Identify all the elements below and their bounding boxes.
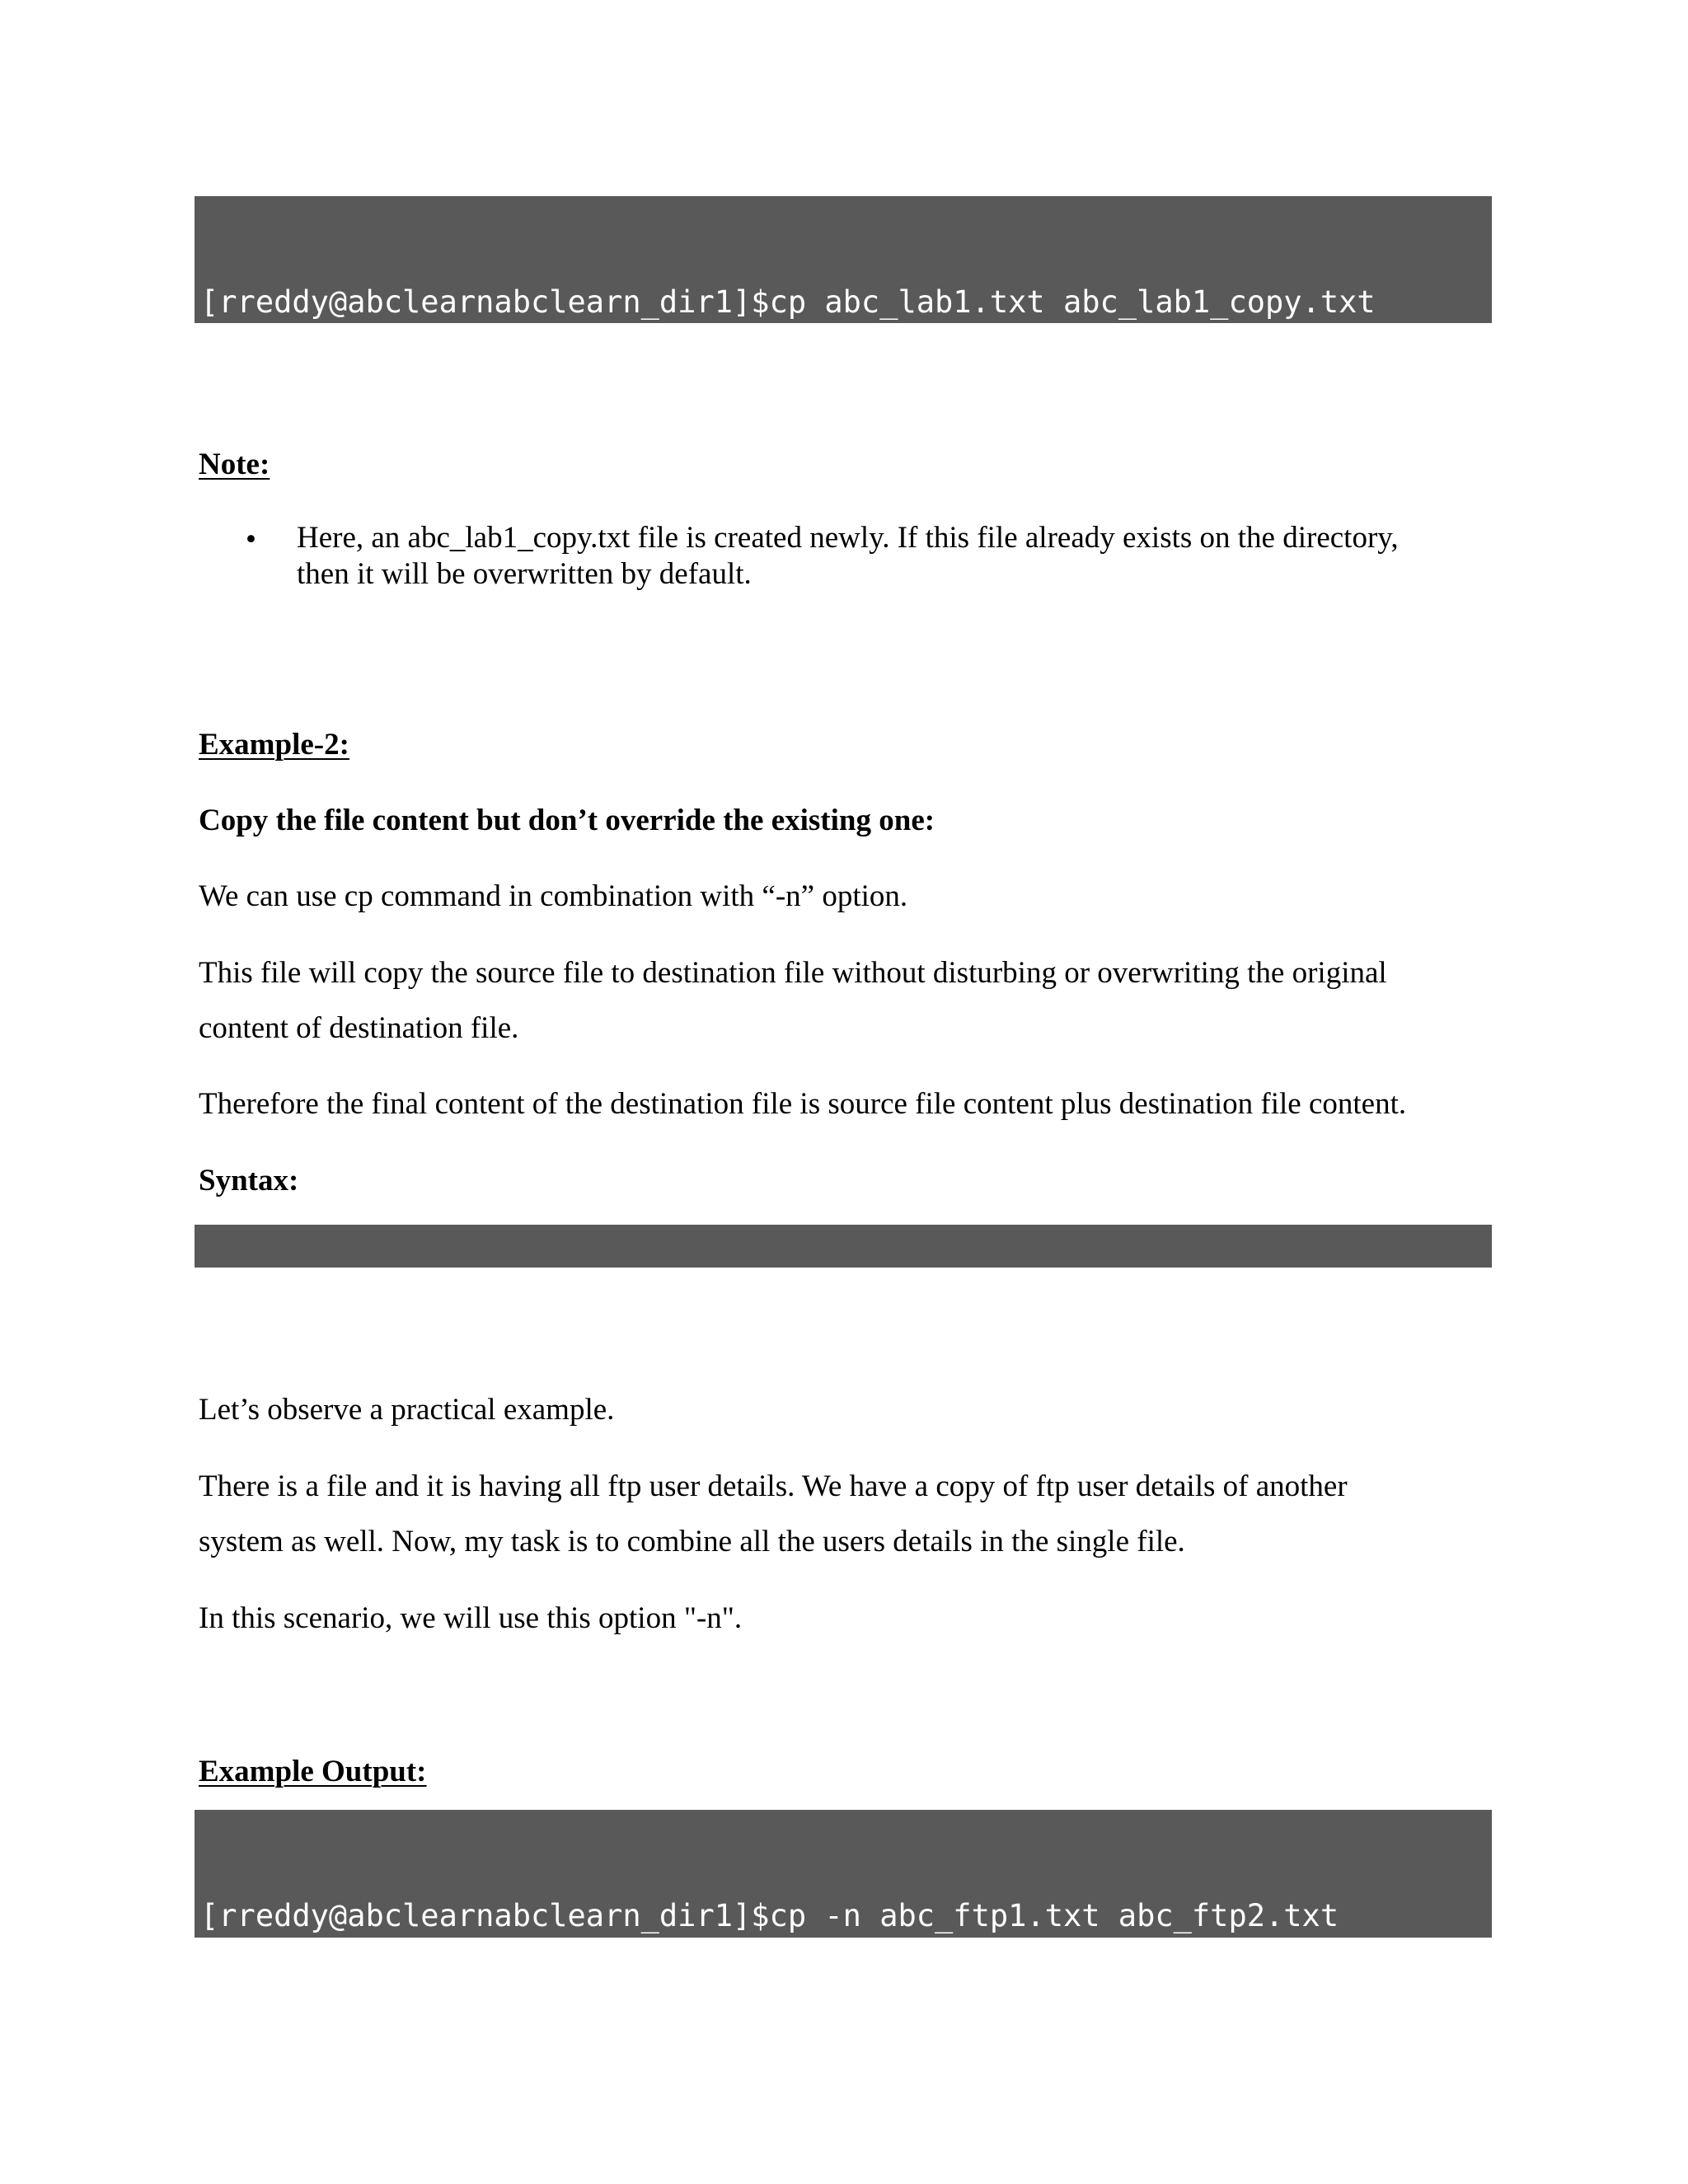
example2-paragraph-2-line-1: This file will copy the source file to destination file without disturbing or overwriting the original xyxy=(199,956,1387,990)
bullet-icon: • xyxy=(246,523,256,556)
note-bullet-text xyxy=(297,520,1492,593)
example2-paragraph-5-line-1: There is a file and it is having all ftp user details. We have a copy of ftp user details of another xyxy=(199,1469,1348,1503)
note-bullet-line-1: Here, an abc_lab1_copy.txt file is created newly. If this file already exists on the directory, xyxy=(297,521,1399,555)
example2-paragraph-3: Therefore the final content of the destination file is source file content plus destination file content. xyxy=(199,1087,1407,1121)
example2-paragraph-2-line-2: content of destination file. xyxy=(199,1011,519,1045)
code-block-1 xyxy=(195,196,1492,323)
example2-paragraph-1: We can use cp command in combination with “-n” option. xyxy=(199,879,908,913)
note-heading: Note: xyxy=(199,448,270,481)
code-line: [rreddy@abclearnabclearn_dir1]$cp abc_lab1.txt abc_lab1_copy.txt xyxy=(200,284,1376,320)
syntax-heading: Syntax: xyxy=(199,1164,299,1197)
note-bullet-line-2: then it will be overwritten by default. xyxy=(297,557,752,591)
example2-paragraph-5-line-2: system as well. Now, my task is to combine all the users details in the single file. xyxy=(199,1525,1185,1558)
example2-paragraph-6: In this scenario, we will use this option "-n". xyxy=(199,1601,743,1635)
example2-heading: Example-2: xyxy=(199,728,349,762)
syntax-code-block xyxy=(195,1225,1492,1268)
example-output-code-block xyxy=(195,1810,1492,1938)
example-output-heading: Example Output: xyxy=(199,1755,427,1788)
code-line: [rreddy@abclearnabclearn_dir1]$cp -n abc_ftp1.txt abc_ftp2.txt xyxy=(200,1898,1339,1933)
example2-paragraph-4: Let’s observe a practical example. xyxy=(199,1393,615,1427)
example2-subheading: Copy the file content but don’t override the existing one: xyxy=(199,804,935,837)
